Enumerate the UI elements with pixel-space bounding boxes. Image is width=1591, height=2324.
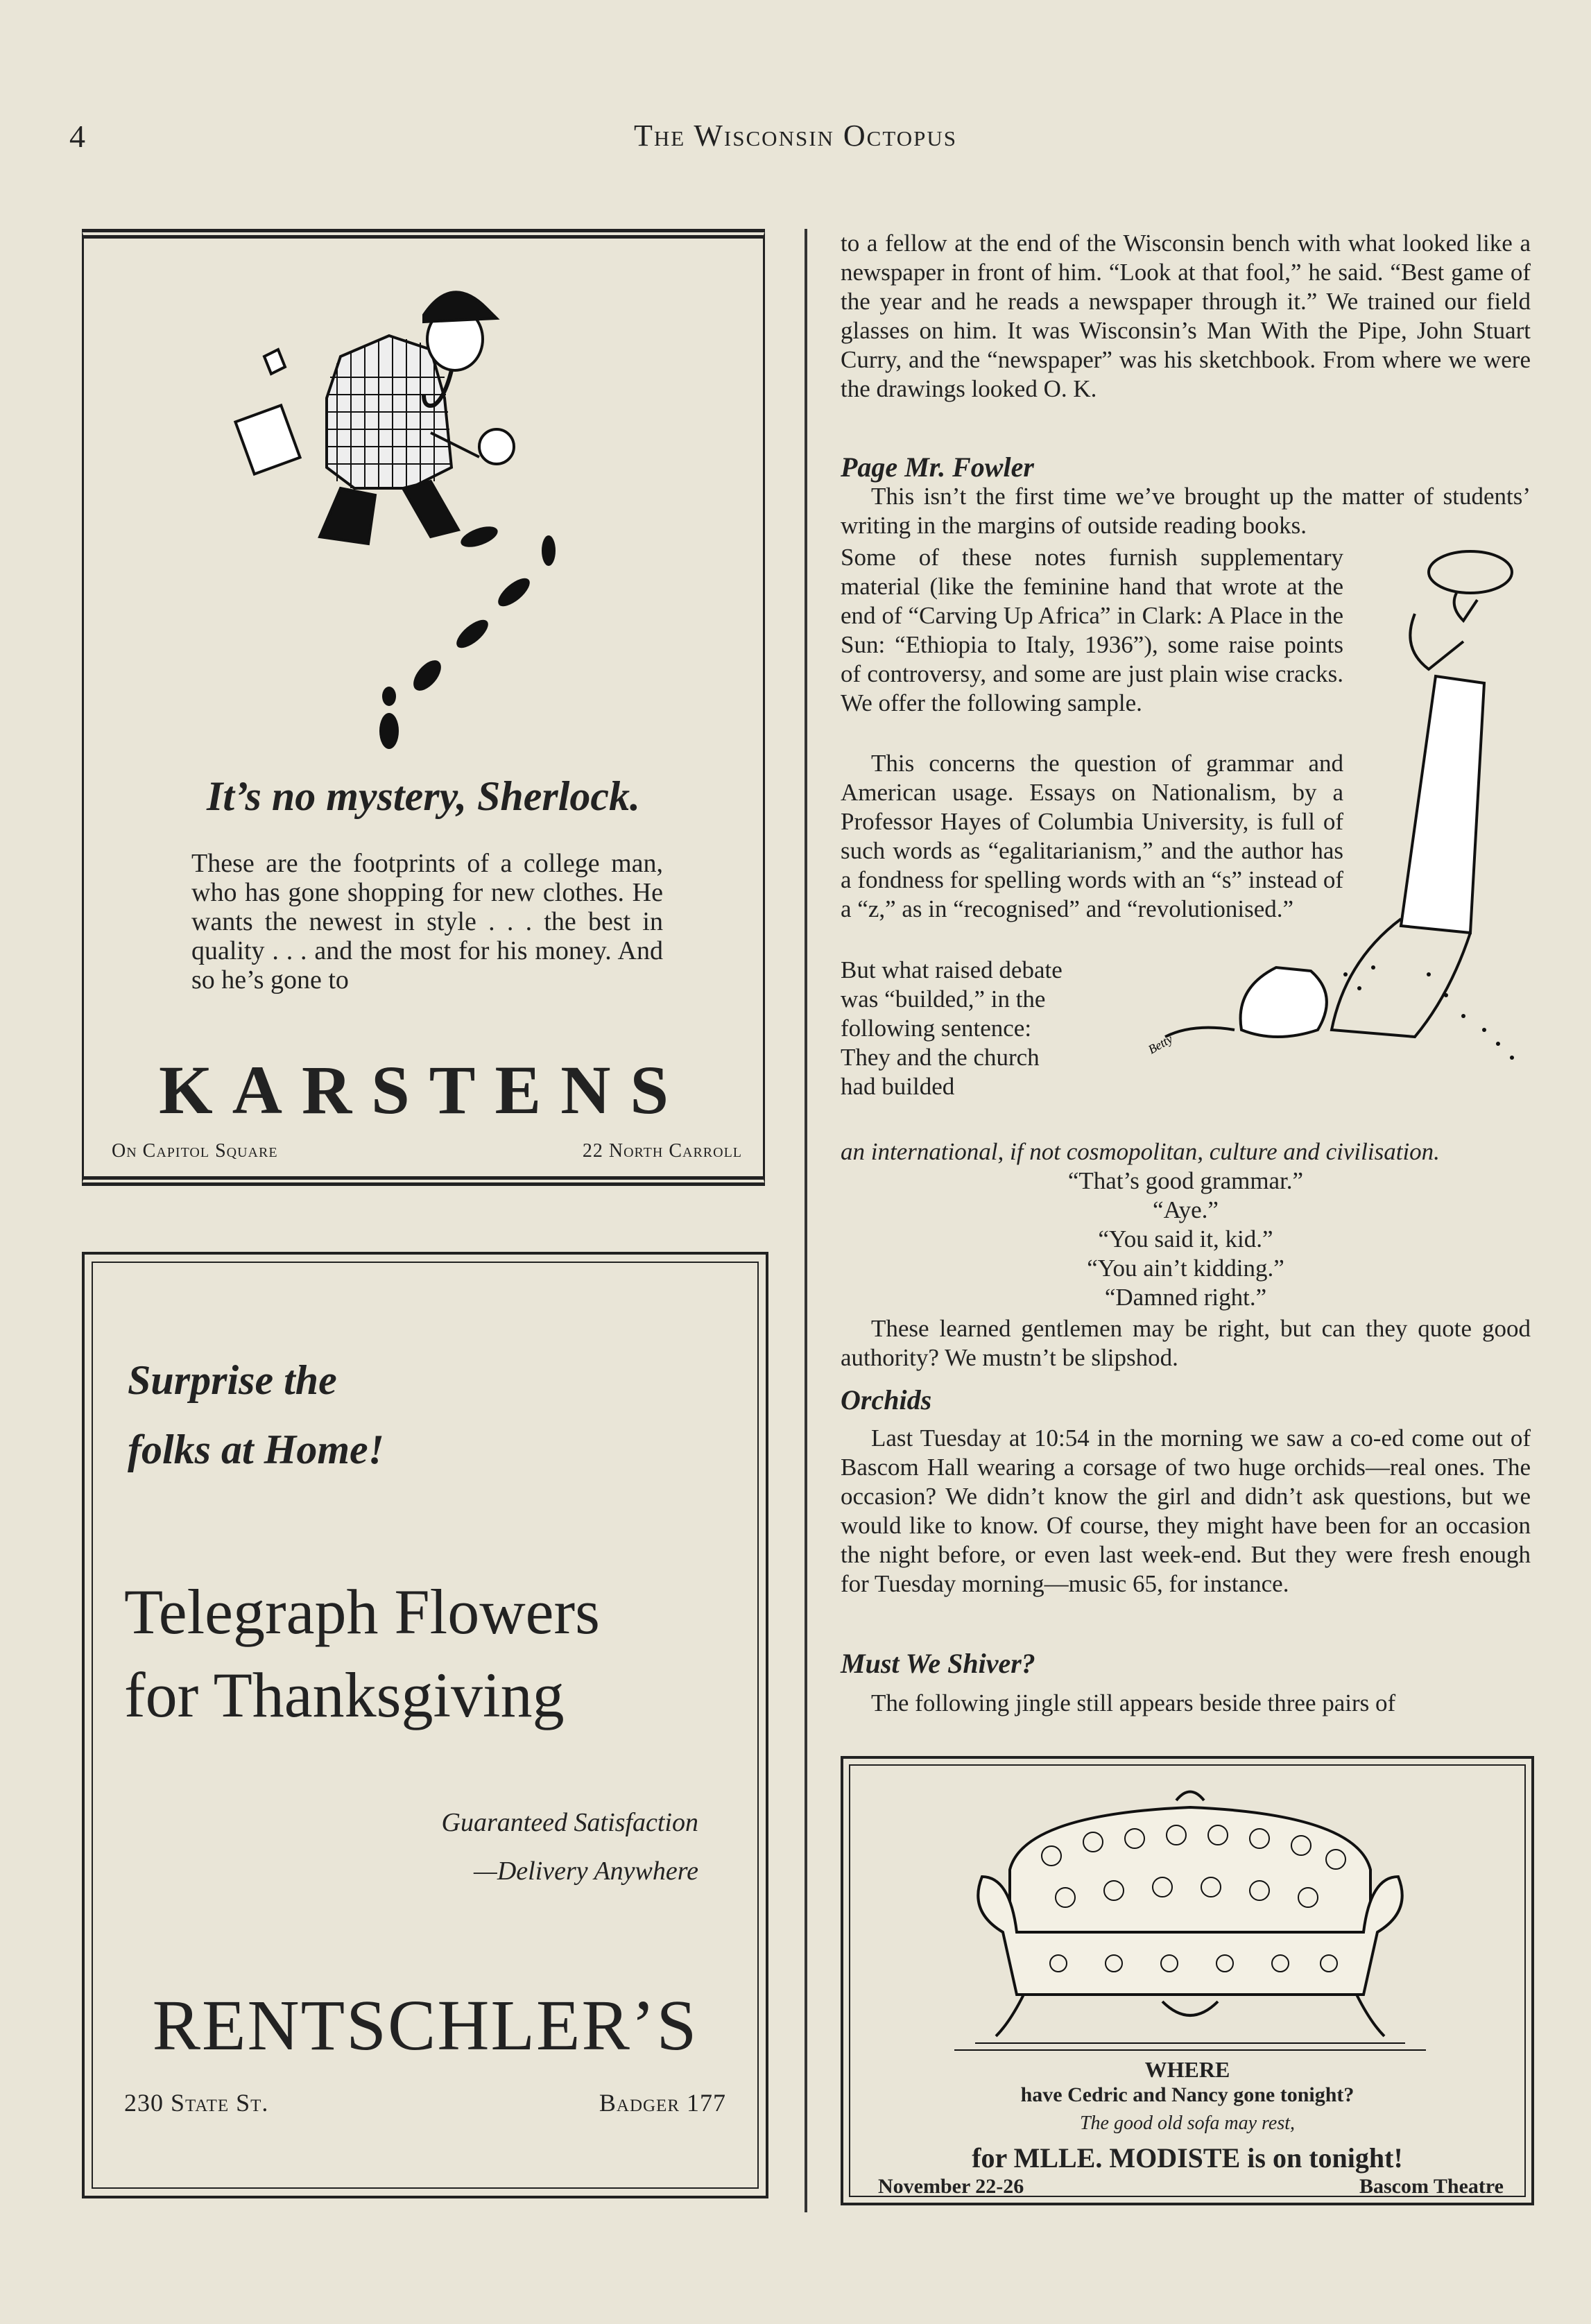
modiste-line-4: for MLLE. MODISTE is on tonight!: [972, 2142, 1403, 2174]
modiste-inner-border: [849, 1764, 1526, 2197]
karstens-address-right: 22 North Carroll: [582, 1140, 742, 1162]
rentschler-inner-border: [92, 1262, 759, 2189]
s1-p2-tail: [841, 1137, 1531, 1167]
rentschler-slogan-2: folks at Home!: [128, 1427, 384, 1472]
s1-paragraph-3: These learned gentlemen may be right, but can they quote good authority? We mustn’t be slipshod.: [841, 1315, 1531, 1371]
article-intro: [841, 229, 1531, 404]
running-title: The Wisconsin Octopus: [634, 119, 957, 153]
s2-p1: [841, 1424, 1531, 1599]
rentschler-guarantee-1: Guaranteed Satisfaction: [441, 1808, 698, 1837]
sherlock-footprints-illustration: [223, 259, 639, 786]
quote-4: “You ain’t kidding.”: [1087, 1255, 1284, 1282]
reclining-figure-illustration: [1137, 544, 1540, 1113]
s1-p2-narrower: [841, 956, 1069, 1101]
s1-paragraph-2-tail: an international, if not cosmopolitan, culture and civilisation.: [841, 1138, 1440, 1165]
quote-3: “You said it, kid.”: [1098, 1225, 1273, 1253]
modiste-date: November 22-26: [878, 2175, 1024, 2198]
modiste-ad: [841, 1756, 1534, 2205]
quote-2: “Aye.”: [1153, 1196, 1219, 1223]
rentschler-guarantee-2: —Delivery Anywhere: [474, 1857, 698, 1886]
modiste-venue: Bascom Theatre: [1359, 2175, 1504, 2198]
rentschler-slogan-1: Surprise the: [128, 1357, 337, 1403]
page-header: [0, 118, 1591, 160]
rentschler-address-left: 230 State St.: [124, 2089, 269, 2117]
s1-paragraph-2-cont: But what raised debate was “builded,” in the following sentence: They and the church had builded: [841, 956, 1063, 1100]
illustration-signature: Betty: [1146, 1031, 1176, 1057]
sofa-illustration: [954, 1773, 1426, 2071]
modiste-line-3: The good old sofa may rest,: [1079, 2112, 1296, 2134]
modiste-line-2: have Cedric and Nancy gone tonight?: [1020, 2083, 1354, 2106]
s1-paragraph-1-cont: Some of these notes furnish supplementary material (like the feminine hand that wrote at the end of “Carving Up Africa” in Clark: A Place in the Sun: “Ethiopia to Italy, 1936”), some raise points of controversy, and some are just plain wise cracks. We offer the following sample.: [841, 544, 1343, 716]
rentschler-title-2: for Thanksgiving: [124, 1660, 565, 1730]
karstens-headline: It’s no mystery, Sherlock.: [207, 773, 640, 819]
rentschler-title-1: Telegraph Flowers: [124, 1576, 600, 1647]
quote-1: “That’s good grammar.”: [1067, 1167, 1304, 1194]
page-number: 4: [69, 119, 85, 154]
karstens-brand: KARSTENS: [158, 1051, 689, 1128]
s1-p1-full: [841, 482, 1531, 540]
s3-p1: [841, 1689, 1531, 1718]
rentschler-ad: [82, 1252, 768, 2198]
section-title-fowler: Page Mr. Fowler: [841, 451, 1034, 483]
s2-paragraph-1: Last Tuesday at 10:54 in the morning we saw a co-ed come out of Bascom Hall wearing a corsage of two huge orchids—real ones. The occasion? We didn’t know the girl and didn’t ask questions, but we would like to know. Of course, they might have been for an occasion the night before, or even last week-end. But they were fresh enough for Tuesday morning—music 65, for instance.: [841, 1424, 1531, 1597]
section-title-orchids: Orchids: [841, 1384, 932, 1415]
intro-paragraph: to a fellow at the end of the Wisconsin bench with what looked like a newspaper in front of him. “Look at that fool,” he said. “Best game of the year and he reads a newspaper through it.” We trained our field glasses on him. It was Wisconsin’s Man With the Pipe, John Stuart Curry, and the “newspaper” was his sketchbook. From where we were the drawings looked O. K.: [841, 230, 1531, 402]
karstens-body: These are the footprints of a college man, who has gone shopping for new clothes. He wants the newest in style . . . the best in quality . . . and the most for his money. And so he’s gone to: [191, 849, 663, 995]
column-divider: [805, 229, 807, 2212]
s1-paragraph-1-start: This isn’t the first time we’ve brought up the matter of students’ writing in the margins of outside reading books.: [841, 483, 1531, 539]
section-title-shiver: Must We Shiver?: [841, 1648, 1035, 1679]
quote-5: “Damned right.”: [1104, 1284, 1267, 1311]
s1-p3: [841, 1314, 1531, 1372]
modiste-line-1: WHERE: [1144, 2057, 1230, 2082]
karstens-address-left: On Capitol Square: [112, 1140, 278, 1162]
rentschler-address-right: Badger 177: [599, 2089, 726, 2117]
karstens-ad: [82, 229, 765, 1186]
s1-paragraph-2: This concerns the question of grammar and American usage. Essays on Nationalism, by a Professor Hayes of Columbia University, is full of such words as “egalitarianism,” and the author has a fondness for spelling words with an “s” instead of a “z,” as in “recognised” and “revolutionised.”: [841, 750, 1343, 922]
s3-paragraph-1: The following jingle still appears beside three pairs of: [871, 1689, 1396, 1716]
rentschler-brand: RENTSCHLER’S: [152, 1986, 698, 2065]
